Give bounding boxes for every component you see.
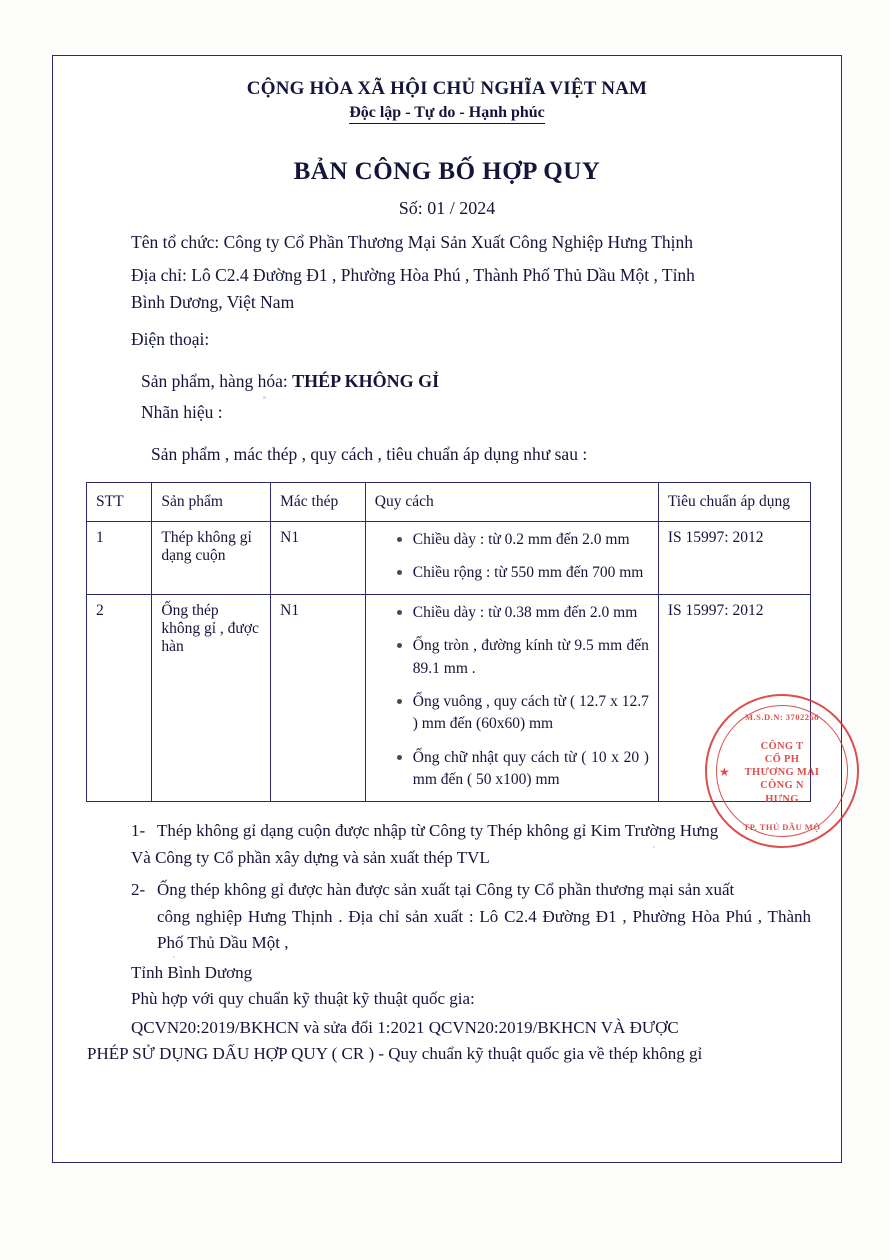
note-text: Ống thép không gỉ được hàn được sản xuất tại Công ty Cổ phần thương mại sản xuất	[157, 879, 735, 899]
table-row	[87, 594, 811, 801]
table-header-grade: Mác thép	[271, 482, 366, 521]
seal-company-name	[707, 740, 857, 806]
cell-stt: 1	[87, 521, 152, 594]
note-number: 2-	[131, 879, 146, 899]
cell-spec	[365, 521, 658, 594]
scan-speck	[263, 396, 266, 399]
product-label: Sản phẩm, hàng hóa:	[141, 370, 293, 391]
spec-bullet: Ống tròn , đường kính từ 9.5 mm đến 89.1 mm .	[397, 635, 649, 680]
conformity-label: Phù hợp với quy chuẩn kỹ thuật kỹ thuật quốc gia:	[131, 989, 475, 1009]
scan-speck	[653, 846, 655, 848]
spec-bullet: Chiều dày : từ 0.38 mm đến 2.0 mm	[397, 602, 649, 624]
document-frame	[52, 55, 842, 1163]
scan-speck	[173, 956, 175, 958]
phone-line: Điện thoại:	[131, 329, 210, 350]
table-row	[87, 521, 811, 594]
spec-bullet: Chiều rộng : từ 550 mm đến 700 mm	[397, 562, 649, 584]
conformity-block	[83, 1015, 811, 1066]
brand-line: Nhãn hiệu :	[141, 402, 223, 423]
spec-bullet: Chiều dày : từ 0.2 mm đến 2.0 mm	[397, 529, 649, 551]
seal-line-5: HƯNG	[765, 793, 799, 805]
cell-standard: IS 15997: 2012	[658, 521, 810, 594]
seal-line-4: CÔNG N	[760, 780, 804, 792]
note-number: 1-	[131, 820, 146, 840]
national-title: CỘNG HÒA XÃ HỘI CHỦ NGHĨA VIỆT NAM	[246, 78, 648, 99]
document-number: Số: 01 / 2024	[398, 198, 496, 218]
note-item	[83, 877, 811, 903]
seal-line-1: CÔNG T	[760, 741, 804, 752]
address-line-1: Địa chỉ: Lô C2.4 Đường Đ1 , Phường Hòa Phú , Thành Phố Thủ Dầu Một , Tỉnh	[131, 265, 695, 286]
product-row	[83, 368, 811, 396]
national-subtitle: Độc lập - Tự do - Hạnh phúc	[349, 104, 545, 124]
product-name: THÉP KHÔNG GỈ	[292, 370, 440, 391]
table-header-product: Sản phẩm	[152, 482, 271, 521]
seal-registration-number: M.S.D.N: 3702266	[744, 712, 820, 722]
cell-product: Ống thép không gỉ , được hàn	[152, 594, 271, 801]
address-line-2: Bình Dương, Việt Nam	[131, 292, 295, 313]
table-header-row	[87, 482, 811, 521]
seal-line-2: CỔ PH	[764, 754, 800, 766]
note-text: Thép không gỉ dạng cuộn được nhập từ Công ty Thép không gỉ Kim Trường Hưng	[157, 820, 719, 840]
table-header-spec: Quy cách	[365, 482, 658, 521]
organization-line: Tên tổ chức: Công ty Cổ Phần Thương Mại Sản Xuất Công Nghiệp Hưng Thịnh	[131, 232, 694, 252]
intro-line: Sản phẩm , mác thép , quy cách , tiêu chuẩn áp dụng như sau :	[151, 443, 588, 464]
note-item	[83, 818, 811, 844]
document-header	[83, 78, 811, 219]
conformity-line-1: QCVN20:2019/BKHCN và sửa đổi 1:2021 QCVN20:2019/BKHCN VÀ ĐƯỢC	[131, 1018, 679, 1038]
table-header-stt: STT	[87, 482, 152, 521]
cell-product: Thép không gỉ dạng cuộn	[152, 521, 271, 594]
cell-standard: IS 15997: 2012	[658, 594, 810, 801]
specification-table	[86, 482, 811, 802]
spec-bullet: Ống chữ nhật quy cách từ ( 10 x 20 ) mm đến ( 50 x100) mm	[397, 747, 649, 792]
notes-section	[83, 818, 811, 956]
seal-location: TP. THỦ DẦU MỘ	[743, 822, 821, 832]
table-header-standard: Tiêu chuẩn áp dụng	[658, 482, 810, 521]
cell-grade: N1	[271, 521, 366, 594]
seal-line-3: THƯƠNG MẠI	[744, 767, 820, 779]
conformity-line-2: PHÉP SỬ DỤNG DẤU HỢP QUY ( CR ) - Quy chuẩn kỹ thuật quốc gia về thép không gỉ	[87, 1043, 703, 1063]
note-continuation: công nghiệp Hưng Thịnh . Địa chỉ sản xuất : Lô C2.4 Đường Đ1 , Phường Hòa Phú , Thành Phố Thủ Dầu Một ,	[157, 907, 811, 952]
spec-bullet: Ống vuông , quy cách từ ( 12.7 x 12.7 ) mm đến (60x60) mm	[397, 691, 649, 736]
cell-grade: N1	[271, 594, 366, 801]
cell-spec	[365, 594, 658, 801]
province-line: Tỉnh Bình Dương	[131, 963, 253, 983]
note-continuation: Và Công ty Cổ phần xây dựng và sản xuất thép TVL	[131, 848, 490, 868]
company-seal-stamp	[705, 694, 859, 848]
star-icon: ★	[719, 765, 730, 779]
page-title: BẢN CÔNG BỐ HỢP QUY	[293, 158, 601, 185]
cell-stt: 2	[87, 594, 152, 801]
